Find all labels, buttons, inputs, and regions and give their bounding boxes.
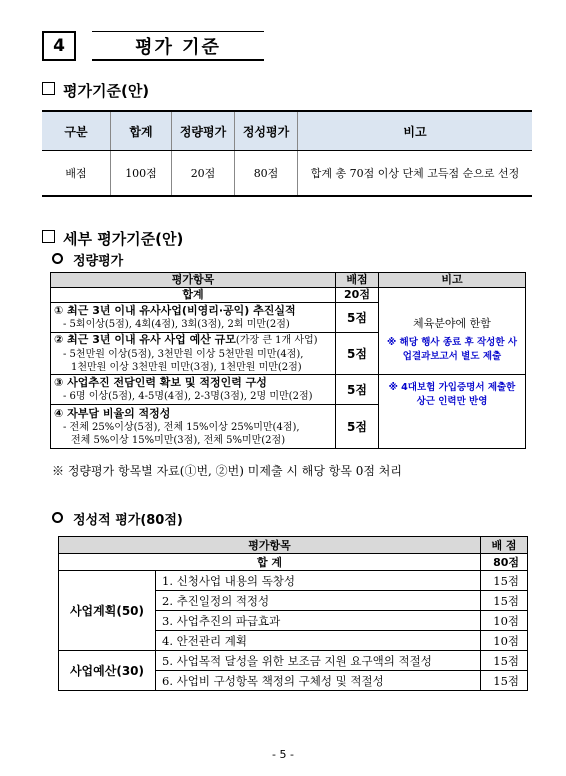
item-score: 5점 [336, 303, 379, 333]
square-bullet-icon [42, 82, 55, 95]
footnote: ※ 정량평가 항목별 자료(①번, ②번) 미제출 시 해당 항목 0점 처리 [52, 464, 402, 478]
page-number: - 5 - [272, 748, 294, 761]
category-cell: 사업계획(50) [59, 571, 156, 651]
item-title-extra: (가장 큰 1개 사업) [235, 335, 318, 346]
qualitative-header-row [59, 537, 528, 554]
item-title-text: ② 최근 3년 이내 유사 사업 예산 규모 [54, 333, 236, 346]
item-score: 5점 [336, 333, 379, 375]
summary-table [42, 110, 532, 197]
summary-header-cell: 정량평가 [172, 111, 235, 151]
criterion-cell: 5. 사업목적 달성을 위한 보조금 지원 요구액의 적절성 [156, 651, 481, 671]
total-score: 20점 [336, 288, 379, 303]
summary-header-cell: 구분 [42, 111, 111, 151]
section-title: 평가 기준 [92, 31, 264, 61]
points-cell: 15점 [481, 571, 528, 591]
note-plain: 체육분야에 한함 [413, 316, 491, 330]
summary-header-cell: 정성평가 [235, 111, 298, 151]
qualitative-table [58, 536, 528, 691]
criterion-cell: 3. 사업추진의 파급효과 [156, 611, 481, 631]
quantitative-heading [52, 250, 123, 269]
criterion-cell: 6. 사업비 구성항목 책정의 구체성 및 적절성 [156, 671, 481, 691]
qualitative-total-row [59, 554, 528, 571]
item-score: 5점 [336, 375, 379, 405]
note-blue: ※ 해당 행사 종료 후 작성한 사업결과보고서 별도 제출 [386, 336, 518, 362]
points-cell: 10점 [481, 611, 528, 631]
item-desc: - 5회이상(5점), 4회(4점), 3회(3점), 2회 미만(2점) [63, 319, 290, 330]
section1-heading [42, 80, 149, 101]
summary-header-cell: 비고 [298, 111, 533, 151]
summary-cell: 합계 총 70점 이상 단체 고득점 순으로 선정 [298, 151, 533, 197]
total-note [379, 288, 526, 303]
table-row [59, 571, 528, 591]
item-desc: - 6명 이상(5점), 4-5명(4점), 2-3명(3점), 2명 미만(2점) [63, 391, 313, 402]
points-cell: 15점 [481, 671, 528, 691]
item-desc: 1천만원 이상 3천만원 미만(3점), 1천만원 미만(2점) [71, 362, 302, 373]
section2-heading-text: 세부 평가기준(안) [63, 230, 184, 248]
summary-header-row [42, 111, 532, 151]
note-cell [379, 375, 526, 449]
item-cell [51, 405, 336, 449]
quantitative-table [50, 272, 526, 449]
item-cell [51, 303, 336, 333]
header-score: 배점 [336, 273, 379, 288]
qualitative-heading-text: 정성적 평가(80점) [73, 513, 183, 528]
summary-cell: 배점 [42, 151, 111, 197]
table-row [51, 303, 526, 333]
circle-bullet-icon [52, 512, 63, 523]
criterion-cell: 1. 신청사업 내용의 독창성 [156, 571, 481, 591]
square-bullet-icon [42, 230, 55, 243]
section1-heading-text: 평가기준(안) [63, 82, 150, 100]
item-title: ① 최근 3년 이내 유사사업(비영리·공익) 추진실적 [54, 304, 296, 317]
points-cell: 15점 [481, 591, 528, 611]
summary-data-row [42, 151, 532, 197]
quantitative-header-row [51, 273, 526, 288]
item-cell [51, 375, 336, 405]
item-title: ③ 사업추진 전담인력 확보 및 적정인력 구성 [54, 376, 267, 389]
criterion-cell: 4. 안전관리 계획 [156, 631, 481, 651]
category-cell: 사업예산(30) [59, 651, 156, 691]
summary-header-cell: 합계 [111, 111, 172, 151]
summary-cell: 100점 [111, 151, 172, 197]
table-row [59, 651, 528, 671]
header-item: 평가항목 [59, 537, 481, 554]
total-score: 80점 [481, 554, 528, 571]
criterion-cell: 2. 추진일정의 적정성 [156, 591, 481, 611]
header-item: 평가항목 [51, 273, 336, 288]
header-score: 배 점 [481, 537, 528, 554]
note-blue: ※ 4대보험 가입증명서 제출한 상근 인력만 반영 [388, 382, 516, 407]
quantitative-heading-text: 정량평가 [73, 254, 124, 269]
qualitative-heading [52, 509, 183, 528]
table-row [51, 375, 526, 405]
item-title: ④ 자부담 비율의 적정성 [54, 406, 171, 420]
summary-cell: 80점 [235, 151, 298, 197]
circle-bullet-icon [52, 253, 63, 264]
item-cell [51, 333, 336, 375]
item-score: 5점 [336, 405, 379, 449]
points-cell: 10점 [481, 631, 528, 651]
section2-heading [42, 228, 183, 249]
item-desc: - 전체 25%이상(5점), 전체 15%이상 25%미만(4점), [63, 421, 300, 433]
total-label: 합계 [51, 288, 336, 303]
points-cell: 15점 [481, 651, 528, 671]
total-label: 합 계 [59, 554, 481, 571]
section-number: 4 [42, 31, 76, 61]
quantitative-total-row [51, 288, 526, 303]
item-desc: 전체 5%이상 15%미만(3점), 전체 5%미만(2점) [71, 434, 286, 446]
header-note: 비고 [379, 273, 526, 288]
note-cell [379, 303, 526, 375]
item-title [51, 333, 335, 348]
summary-cell: 20점 [172, 151, 235, 197]
item-desc: - 5천만원 이상(5점), 3천만원 이상 5천만원 미만(4점), [63, 349, 304, 360]
